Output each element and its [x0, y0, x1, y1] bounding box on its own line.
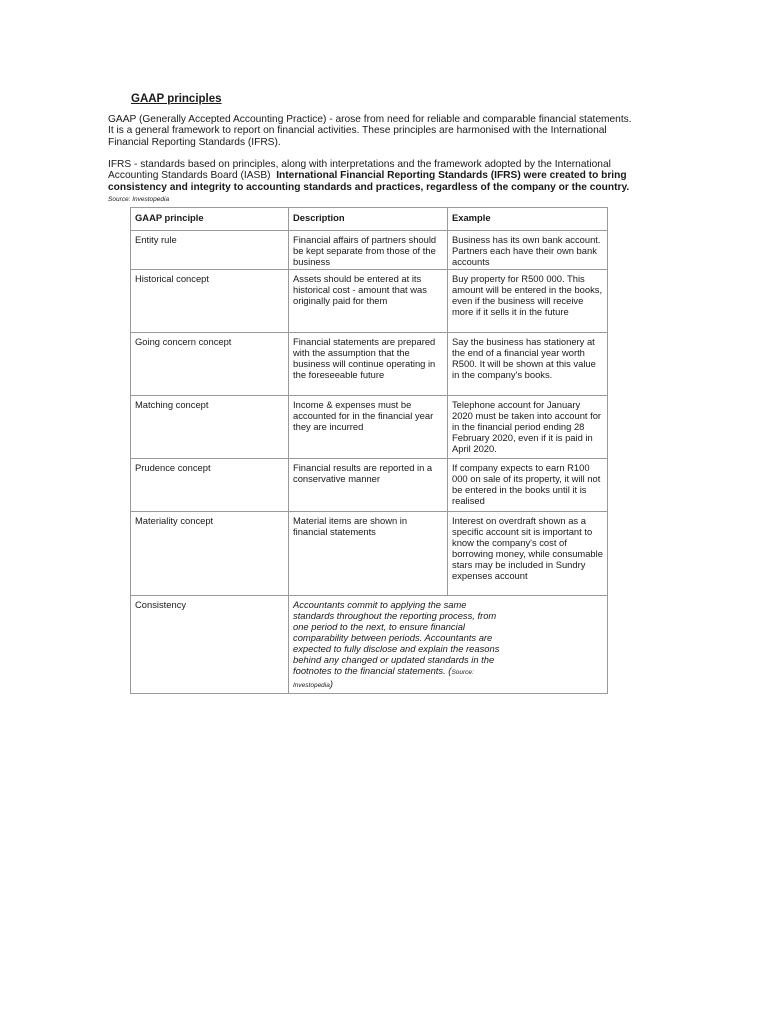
- example-cell: If company expects to earn R100 000 on sale of its property, it will not be entered in the books until it is realised: [448, 459, 608, 512]
- table-row: [131, 333, 608, 396]
- header-principle: GAAP principle: [131, 208, 289, 231]
- table-row: [131, 512, 608, 596]
- example-cell: Telephone account for January 2020 must be taken into account for in the financial period ending 28 February 2020, even if it is paid in April 2020.: [448, 396, 608, 459]
- principle-cell: Prudence concept: [131, 459, 289, 512]
- example-cell: Buy property for R500 000. This amount will be entered in the books, even if the business will receive more if it sells it in the future: [448, 270, 608, 333]
- description-cell: Income & expenses must be accounted for in the financial year they are incurred: [289, 396, 448, 459]
- principle-cell: Going concern concept: [131, 333, 289, 396]
- principle-cell: Consistency: [131, 596, 289, 694]
- header-description: Description: [289, 208, 448, 231]
- principle-cell: Materiality concept: [131, 512, 289, 596]
- example-cell: Say the business has stationery at the end of a financial year worth R500. It will be shown at this value in the company's books.: [448, 333, 608, 396]
- gaap-definition: GAAP (Generally Accepted Accounting Practice) - arose from need for reliable and comparable financial statements. It is a general framework to report on financial activities. These principles are harmonised with the International Financial Reporting Standards (IFRS).: [108, 114, 632, 148]
- consistency-description-cell: [289, 596, 608, 694]
- description-cell: Assets should be entered at its historical cost - amount that was originally paid for them: [289, 270, 448, 333]
- principle-cell: Historical concept: [131, 270, 289, 333]
- table-row: [131, 396, 608, 459]
- source-note: Source: Investopedia: [108, 196, 170, 204]
- consistency-closing: ): [329, 678, 333, 689]
- principle-cell: Entity rule: [131, 231, 289, 270]
- table-row: [131, 231, 608, 270]
- example-cell: Interest on overdraft shown as a specific account sit is important to know the company's cost of borrowing money, while consumable stars may be included in Sundry expenses account: [448, 512, 608, 596]
- principle-cell: Matching concept: [131, 396, 289, 459]
- ifrs-definition: [108, 159, 638, 206]
- ifrs-text: IFRS - standards based on principles, along with interpretations and the framework adopted by the International Accounting Standards Board (IASB): [108, 159, 611, 182]
- page-title: GAAP principles: [131, 93, 222, 105]
- table-row: [131, 270, 608, 333]
- consistency-description: Accountants commit to applying the same standards throughout the reporting process, from one period to the next, to ensure financial comparability between periods. Accountants are expected to fully disclose and explain the reasons behind any changed or updated standards in the footnotes to the financial statements. (: [293, 599, 500, 676]
- table-row: [131, 459, 608, 512]
- example-cell: Business has its own bank account. Partners each have their own bank accounts: [448, 231, 608, 270]
- description-cell: Financial statements are prepared with the assumption that the business will continue operating in the foreseeable future: [289, 333, 448, 396]
- description-cell: Material items are shown in financial statements: [289, 512, 448, 596]
- description-cell: Financial affairs of partners should be kept separate from those of the business: [289, 231, 448, 270]
- consistency-source: Source: Investopedia: [293, 669, 474, 689]
- description-cell: Financial results are reported in a conservative manner: [289, 459, 448, 512]
- ifrs-bold-text: International Financial Reporting Standards (IFRS) were created to bring consistency and integrity to accounting standards and practices, regardless of the company or the country.: [108, 170, 630, 193]
- table-row: [131, 596, 608, 694]
- table-header-row: [131, 208, 608, 231]
- gaap-principles-table: [130, 207, 608, 694]
- header-example: Example: [448, 208, 608, 231]
